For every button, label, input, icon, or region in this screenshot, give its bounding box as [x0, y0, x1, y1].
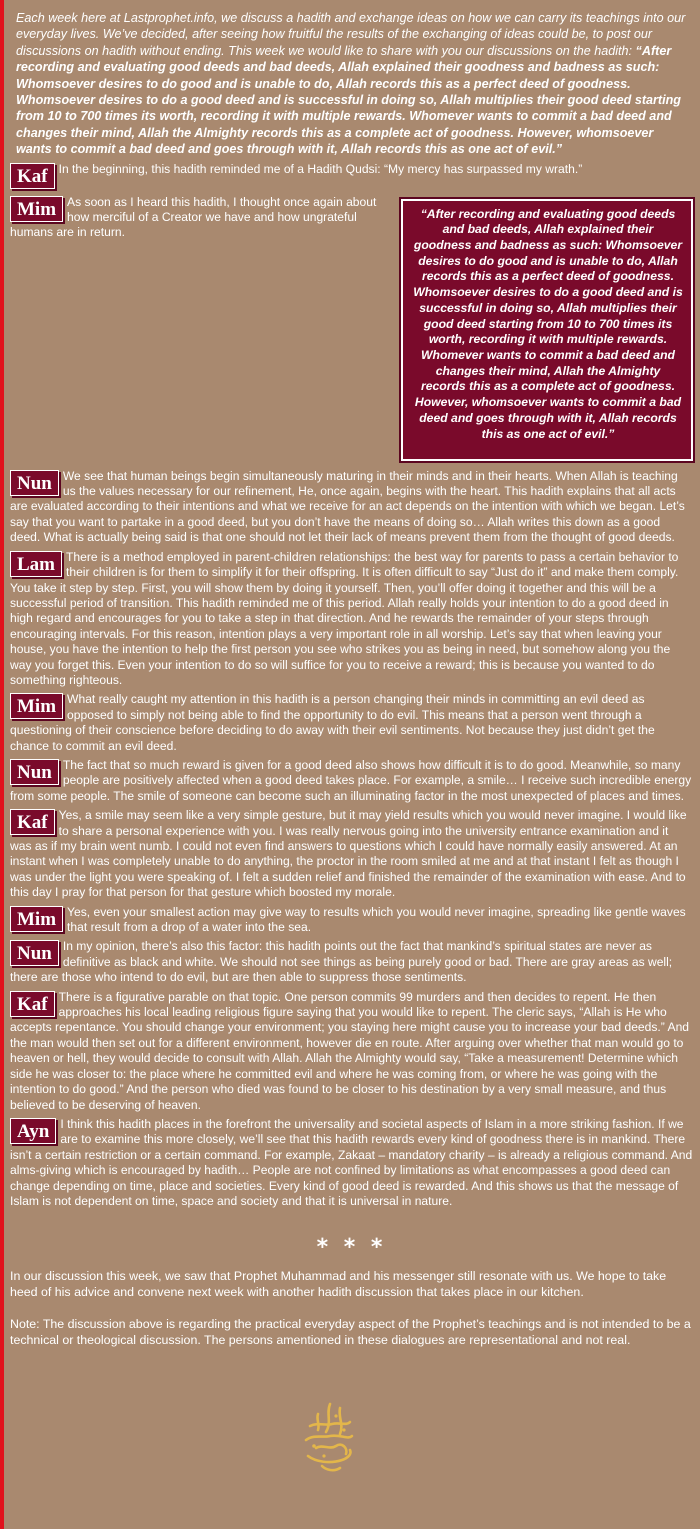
intro-lead: Each week here at Lastprophet.info, we discuss a hadith and exchange ideas on how we can carry its teachings into our everyday lives. We’ve decided, after seeing how fruitful the results of the exchanging of ideas could be, to post our discussions on hadith without ending. This week we would like to share with you our discussions on the hadith:	[16, 11, 686, 58]
dialogue-text: I think this hadith places in the forefront the universality and societal aspects of Islam in a more striking fashion. If we are to examine this more closely, we’ll see that this hadith rewards every kind of goodness there is in mankind. There isn’t a certain restriction or a certain command. For example, Zakaat – mandatory charity – is already a religious command. And alms-giving which is encouraged by hadith… People are not confined by limitations as what encompasses a good deed can change depending on time, place and societies. Every kind of good deed is rewarded. And this shows us that the message of Islam is not dependent on time, space and society and that it is universal in nature.	[10, 1116, 693, 1208]
dialogue-nun-1	[10, 469, 693, 546]
article	[4, 0, 700, 1529]
dialogue-kaf-1	[10, 162, 693, 191]
dialogue-text: Yes, even your smallest action may give way to results which you would never imagine, spreading like gentle waves that result from a drop of a water into the sea.	[67, 904, 686, 935]
calligraphy-seal-icon	[296, 1400, 360, 1476]
intro-hadith: “After recording and evaluating good deeds and bad deeds, Allah explained their goodness and badness as such: Whomsoever desires to do good and is unable to do, Allah records this as a perfect deed of goodness. Whomsoever desires to do a good deed and is successful in doing so, Allah multiplies their good deed starting from 10 to 700 times its worth, recording it with multiple rewards. Whomever wants to commit a bad deed and changes their mind, Allah the Almighty records this as a complete act of goodness. However, whomsoever wants to commit a bad deed and goes through with it, Allah records this as one act of evil.”	[16, 43, 682, 157]
speaker-badge: Nun	[10, 940, 59, 966]
speaker-badge: Nun	[10, 759, 59, 785]
dialogue-text: In the beginning, this hadith reminded me of a Hadith Qudsi: “My mercy has surpassed my wrath.”	[58, 161, 583, 176]
intro-paragraph	[16, 10, 691, 158]
dialogue-text: We see that human beings begin simultaneously maturing in their minds and in their hearts. When Allah is teaching us the values necessary for our refinement, He, once again, begins with the heart. This hadith explains that all acts are evaluated according to their intentions and what we receive for an act depends on the intention with which we began. Let’s say that you want to partake in a good deed, but you don’t have the means of doing so… Allah writes this down as a good deed. What is actually being said is that one should not let their lack of means prevent them from the thought of good deeds.	[10, 468, 685, 545]
dialogue-mim-2	[10, 692, 693, 754]
dialogue-kaf-3	[10, 990, 693, 1113]
speaker-badge: Kaf	[10, 809, 55, 835]
dialogue-text: Yes, a smile may seem like a very simple gesture, but it may yield results which you would never imagine. I would like to share a personal experience with you. I was really nervous going into the university entrance examination and it was as if my brain went numb. I could not even find answers to questions which I could have normally easily answered. At an instant when I was completely unable to do anything, the proctor in the room smiled at me and at that instant I felt as though I was under the light you were speaking of. I felt a sudden relief and finished the remainder of the examination with ease. And to this day I pray for that person for that gesture which boosted my morale.	[10, 808, 687, 900]
dialogue-text: The fact that so much reward is given for a good deed also shows how difficult it is to do good. Meanwhile, so many people are positively affected when a good deed takes place. For example, a smile… I receive such incredible energy from some people. The smile of someone can become such an illuminating factor in the most unexpected of places and times.	[10, 757, 692, 803]
dialogue-nun-2	[10, 758, 693, 804]
dialogue-kaf-2	[10, 808, 693, 900]
speaker-badge: Mim	[10, 693, 63, 719]
dialogue-nun-3	[10, 939, 693, 985]
speaker-badge: Kaf	[10, 991, 55, 1017]
disclaimer-note: Note: The discussion above is regarding the practical everyday aspect of the Prophet’s teachings and is not intended to be a technical or theological discussion. The persons amentioned in these dialogues are representational and not real.	[10, 1317, 691, 1348]
speaker-badge: Ayn	[10, 1118, 56, 1144]
dialogue-text: What really caught my attention in this hadith is a person changing their minds in committing an evil deed as opposed to simply not being able to find the opportunity to do evil. This means that a person went through a questioning of their conscience before deciding to do away with their evil sentiments. Not because they just didn’t get the chance to commit an evil deed.	[10, 692, 655, 753]
speaker-badge: Lam	[10, 551, 62, 577]
dialogue-ayn-1	[10, 1117, 693, 1209]
closing-paragraph: In our discussion this week, we saw that Prophet Muhammad and his messenger still resonate with us. We hope to take heed of his advice and convene next week with another hadith discussion that takes place in our kitchen.	[10, 1269, 667, 1300]
dialogue-text: As soon as I heard this hadith, I thought once again about how merciful of a Creator we have and how ungrateful humans are in return.	[10, 194, 377, 240]
hadith-quote-box: “After recording and evaluating good deeds and bad deeds, Allah explained their goodness and badness as such: Whomsoever desires to do good and is unable to do, Allah records this as a perfect deed of goodness. Whomsoever desires to do a good deed and is successful in doing so, Allah multiplies their good deed starting from 10 to 700 times its worth, recording it with multiple rewards. Whomever wants to commit a bad deed and changes their mind, Allah the Almighty records this as a complete act of goodness. However, whomsoever wants to commit a bad deed and goes through with it, Allah records this as one act of evil.”	[401, 199, 693, 461]
dialogue-text: There is a method employed in parent-children relationships: the best way for parents to pass a certain behavior to their children is for them to simplify it for their offspring. It is often difficult to say “Just do it” and make them comply. You take it step by step. First, you will show them by doing it yourself. Then, you’ll offer doing it together and this will be a successful period of transition. This hadith reminded me of this period. Allah really holds your intention to do a good deed in high regard and encourages for you to take a step in that direction. And he rewards the remainder of your steps through encouraging intervals. For this reason, intention plays a very important role in all worship. Let’s say that when leaving your house, you have the intention to help the first person you see who strikes you as being in need, but somehow along you the way you forget this. Even your intention to do so will suffice for you to receive a reward; this is because you wanted to do something righteous.	[10, 549, 679, 687]
section-separator: * * *	[316, 1235, 387, 1261]
speaker-badge: Mim	[10, 196, 63, 222]
speaker-badge: Nun	[10, 470, 59, 496]
dialogue-text: There is a figurative parable on that topic. One person commits 99 murders and then decides to repent. He then approaches his local leading religious figure saying that you would like to repent. The cleric says, “Allah is He who accepts repentance. You should change your environment; you staying here might cause you to increase your bad deeds.” And the man would then set out for a different environment, however die en route. After arguing over whether that man would go to heaven or hell, they would decide to consult with Allah. Allah the Almighty would say, “Take a measurement! Determine which side he was closer to: the place where he committed evil and where he was coming from, or where he was going with the intention to do good.” And the person who died was found to be closer to his destination by a very small measure, and thus believed to be deserving of heaven.	[10, 989, 690, 1112]
dialogue-lam-1	[10, 550, 693, 689]
dialogue-mim-3	[10, 905, 693, 936]
speaker-badge: Kaf	[10, 163, 55, 189]
speaker-badge: Mim	[10, 906, 63, 932]
dialogue-text: In my opinion, there’s also this factor: this hadith points out the fact that mankind’s spiritual states are never as definitive as black and white. We should not see things as being purely good or bad. There are gray areas as well; there are those who intend to do evil, but are then able to suppress those sentiments.	[10, 939, 673, 985]
